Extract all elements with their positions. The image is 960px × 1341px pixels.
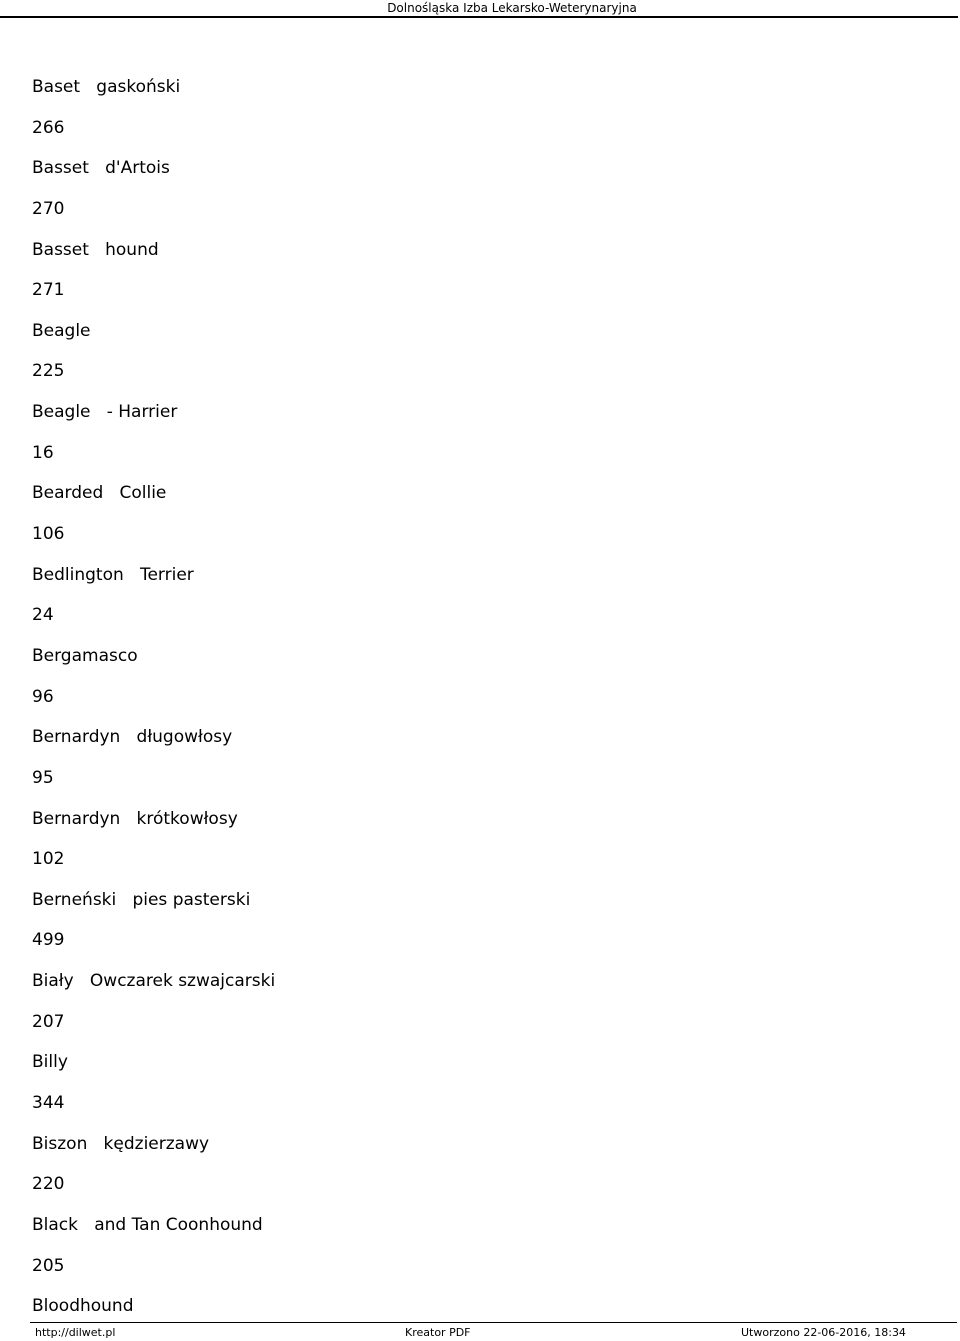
page-header <box>0 0 960 18</box>
page-number: 344 <box>32 1093 65 1114</box>
footer-url[interactable]: http://dilwet.pl <box>35 1326 116 1339</box>
breed-name: Beagle <box>32 320 91 341</box>
breed-name: Bernardyn krótkowłosy <box>32 808 238 829</box>
breed-name: Bearded Collie <box>32 483 167 504</box>
footer-creator: Kreator PDF <box>405 1326 471 1339</box>
header-rule <box>0 16 958 18</box>
breed-name: Biszon kędzierzawy <box>32 1133 210 1154</box>
breed-name: Basset d'Artois <box>32 158 170 179</box>
breed-name: Bloodhound <box>32 1296 134 1317</box>
page-number: 271 <box>32 280 65 301</box>
page-number: 106 <box>32 524 65 545</box>
page-number: 24 <box>32 605 54 626</box>
breed-name: Bedlington Terrier <box>32 564 194 585</box>
header-title: Dolnośląska Izba Lekarsko-Weterynaryjna <box>387 1 637 15</box>
footer-created: Utworzono 22-06-2016, 18:34 <box>741 1326 906 1339</box>
footer-rule <box>30 1322 957 1323</box>
breed-name: Billy <box>32 1052 68 1073</box>
breed-name: Black and Tan Coonhound <box>32 1214 263 1235</box>
breed-name: Bernardyn długowłosy <box>32 727 233 748</box>
breed-name: Biały Owczarek szwajcarski <box>32 971 276 992</box>
breed-name: Baset gaskoński <box>32 77 181 97</box>
page-number: 220 <box>32 1174 65 1195</box>
breed-list <box>32 67 275 1327</box>
page-number: 499 <box>32 930 65 951</box>
page-number: 16 <box>32 442 54 463</box>
breed-name: Berneński pies pasterski <box>32 889 251 910</box>
breed-name: Bergamasco <box>32 645 138 666</box>
page-number: 207 <box>32 1011 65 1032</box>
page-number: 95 <box>32 767 54 788</box>
page-number: 225 <box>32 361 65 382</box>
page-footer <box>0 1322 960 1341</box>
page-number: 205 <box>32 1255 65 1276</box>
breed-name: Basset hound <box>32 239 159 260</box>
page-number: 270 <box>32 198 65 219</box>
page-number: 102 <box>32 849 65 870</box>
page-number: 266 <box>32 117 65 138</box>
breed-name: Beagle - Harrier <box>32 402 178 423</box>
page-number: 96 <box>32 686 54 707</box>
